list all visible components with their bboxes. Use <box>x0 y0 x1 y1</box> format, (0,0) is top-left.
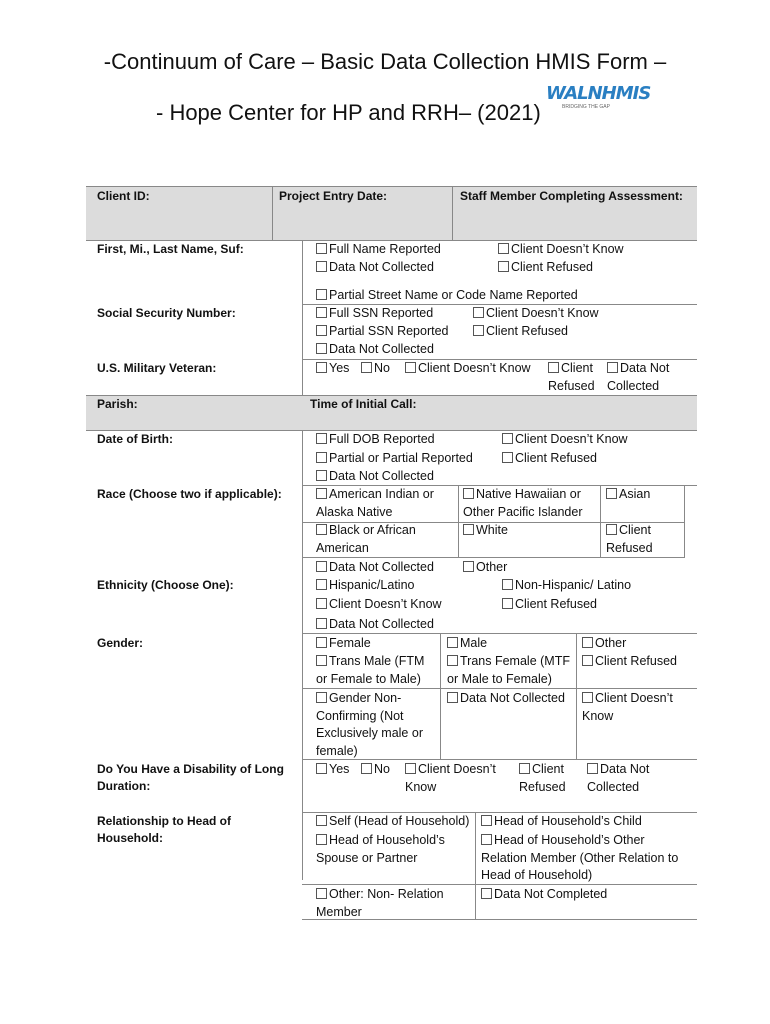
gender-option-refused[interactable]: Client Refused <box>582 653 677 671</box>
ssn-label: Social Security Number: <box>97 306 236 320</box>
veteran-option-refused[interactable]: Client Refused <box>548 361 595 393</box>
form-title: -Continuum of Care – Basic Data Collection HMIS Form – <box>103 49 667 74</box>
gender-option-other[interactable]: Other <box>582 635 626 653</box>
checkbox[interactable] <box>473 307 484 318</box>
checkbox[interactable] <box>316 815 327 826</box>
divider <box>600 485 601 557</box>
checkbox[interactable] <box>316 888 327 899</box>
race-option-asian[interactable]: Asian <box>606 486 650 504</box>
divider <box>302 688 697 689</box>
checkbox[interactable] <box>316 579 327 590</box>
checkbox[interactable] <box>606 524 617 535</box>
name-option-partial[interactable]: Partial Street Name or Code Name Reported <box>316 287 578 305</box>
checkbox[interactable] <box>498 243 509 254</box>
relationship-option-other-relation[interactable]: Head of Household’s Other Relation Member (Other Relation to Head of Household) <box>481 833 679 882</box>
name-option-full[interactable]: Full Name Reported <box>316 241 441 259</box>
dob-option-partial[interactable]: Partial or Partial Reported <box>316 450 473 468</box>
checkbox[interactable] <box>316 561 327 572</box>
disability-option-yes[interactable]: Yes <box>316 761 349 779</box>
checkbox[interactable] <box>316 524 327 535</box>
checkbox[interactable] <box>316 452 327 463</box>
race-option-other[interactable]: Other <box>463 559 507 577</box>
dob-option-refused[interactable]: Client Refused <box>502 450 597 468</box>
divider <box>576 633 577 759</box>
checkbox[interactable] <box>316 261 327 272</box>
checkbox[interactable] <box>316 637 327 648</box>
logo-tagline: BRIDGING THE GAP <box>562 104 610 110</box>
time-initial-call-label: Time of Initial Call: <box>310 397 417 411</box>
ethnicity-option-not-collected[interactable]: Data Not Collected <box>316 616 434 634</box>
checkbox[interactable] <box>316 243 327 254</box>
race-option-refused[interactable]: Client Refused <box>606 523 653 555</box>
parish-label: Parish: <box>97 397 138 411</box>
checkbox[interactable] <box>502 433 513 444</box>
race-option-native-hawaiian[interactable]: Native Hawaiian or Other Pacific Islander <box>463 487 583 519</box>
disability-label: Do You Have a Disability of Long Duration: <box>97 762 284 793</box>
veteran-option-yes[interactable]: Yes <box>316 360 349 378</box>
divider <box>684 485 685 557</box>
checkbox[interactable] <box>316 834 327 845</box>
disability-option-not-collected[interactable]: Data Not Collected <box>587 762 650 794</box>
ethnicity-label: Ethnicity (Choose One): <box>97 578 234 592</box>
staff-member-label: Staff Member Completing Assessment: <box>460 189 683 203</box>
checkbox[interactable] <box>473 325 484 336</box>
logo-wordmark: WALNHMIS <box>546 83 651 104</box>
checkbox[interactable] <box>481 888 492 899</box>
relationship-option-not-completed[interactable]: Data Not Completed <box>481 886 607 904</box>
gender-option-doesnt-know[interactable]: Client Doesn’t Know <box>582 691 673 723</box>
name-label: First, Mi., Last Name, Suf: <box>97 242 244 256</box>
dob-option-doesnt-know[interactable]: Client Doesn’t Know <box>502 431 628 449</box>
race-label: Race (Choose two if applicable): <box>97 487 282 501</box>
checkbox[interactable] <box>316 433 327 444</box>
checkbox[interactable] <box>316 488 327 499</box>
checkbox[interactable] <box>405 362 416 373</box>
divider <box>458 485 459 557</box>
gender-option-not-collected[interactable]: Data Not Collected <box>447 690 565 708</box>
gender-option-male[interactable]: Male <box>447 635 487 653</box>
divider <box>86 186 697 187</box>
divider <box>302 557 685 558</box>
checkbox[interactable] <box>463 488 474 499</box>
gender-option-trans-male[interactable]: Trans Male (FTM or Female to Male) <box>316 654 425 686</box>
checkbox[interactable] <box>607 362 618 373</box>
checkbox[interactable] <box>582 637 593 648</box>
checkbox[interactable] <box>361 763 372 774</box>
race-option-white[interactable]: White <box>463 522 508 540</box>
project-entry-date-label: Project Entry Date: <box>279 189 388 203</box>
checkbox[interactable] <box>316 655 327 666</box>
checkbox[interactable] <box>316 343 327 354</box>
checkbox[interactable] <box>316 618 327 629</box>
checkbox[interactable] <box>447 655 458 666</box>
checkbox[interactable] <box>606 488 617 499</box>
checkbox[interactable] <box>587 763 598 774</box>
checkbox[interactable] <box>502 579 513 590</box>
ethnicity-option-non-hispanic[interactable]: Non-Hispanic/ Latino <box>502 577 631 595</box>
checkbox[interactable] <box>316 598 327 609</box>
checkbox[interactable] <box>316 325 327 336</box>
checkbox[interactable] <box>502 452 513 463</box>
checkbox[interactable] <box>316 470 327 481</box>
checkbox[interactable] <box>463 561 474 572</box>
checkbox[interactable] <box>582 655 593 666</box>
checkbox[interactable] <box>582 692 593 703</box>
name-option-doesnt-know[interactable]: Client Doesn’t Know <box>498 241 624 259</box>
veteran-option-not-collected[interactable]: Data Not Collected <box>607 361 670 393</box>
disability-option-doesnt-know[interactable]: Client Doesn’t Know <box>405 762 496 794</box>
checkbox[interactable] <box>316 763 327 774</box>
veteran-option-no[interactable]: No <box>361 360 390 378</box>
checkbox[interactable] <box>361 362 372 373</box>
ethnicity-option-refused[interactable]: Client Refused <box>502 596 597 614</box>
ethnicity-option-doesnt-know[interactable]: Client Doesn’t Know <box>316 596 442 614</box>
checkbox[interactable] <box>447 692 458 703</box>
checkbox[interactable] <box>405 763 416 774</box>
dob-option-full[interactable]: Full DOB Reported <box>316 431 435 449</box>
veteran-option-doesnt-know[interactable]: Client Doesn’t Know <box>405 360 531 378</box>
divider <box>475 812 476 919</box>
race-option-american-indian[interactable]: American Indian or Alaska Native <box>316 487 434 519</box>
hmis-logo <box>546 83 651 124</box>
ssn-option-refused[interactable]: Client Refused <box>473 323 568 341</box>
name-option-refused[interactable]: Client Refused <box>498 259 593 277</box>
race-option-not-collected[interactable]: Data Not Collected <box>316 559 434 577</box>
checkbox[interactable] <box>463 524 474 535</box>
form-subtitle: - Hope Center for HP and RRH– (2021) <box>156 100 541 125</box>
checkbox[interactable] <box>316 692 327 703</box>
client-id-label: Client ID: <box>97 189 150 203</box>
gender-option-female[interactable]: Female <box>316 635 371 653</box>
ssn-option-full[interactable]: Full SSN Reported <box>316 305 433 323</box>
relationship-option-self[interactable]: Self (Head of Household) <box>316 813 469 831</box>
divider <box>302 633 697 634</box>
relationship-option-child[interactable]: Head of Household’s Child <box>481 813 642 831</box>
veteran-label: U.S. Military Veteran: <box>97 361 217 375</box>
checkbox[interactable] <box>316 307 327 318</box>
checkbox[interactable] <box>481 834 492 845</box>
divider <box>272 186 273 240</box>
ssn-option-partial[interactable]: Partial SSN Reported <box>316 323 449 341</box>
checkbox[interactable] <box>447 637 458 648</box>
relationship-option-non-relation[interactable]: Other: Non- Relation Member <box>316 887 444 919</box>
gender-option-non-conforming[interactable]: Gender Non-Confirming (Not Exclusively male or female) <box>316 691 423 758</box>
checkbox[interactable] <box>498 261 509 272</box>
disability-option-refused[interactable]: Client Refused <box>519 762 566 794</box>
disability-option-no[interactable]: No <box>361 761 390 779</box>
name-option-not-collected[interactable]: Data Not Collected <box>316 259 434 277</box>
gender-option-trans-female[interactable]: Trans Female (MTF or Male to Female) <box>447 654 570 686</box>
dob-option-not-collected[interactable]: Data Not Collected <box>316 468 434 486</box>
race-option-black[interactable]: Black or African American <box>316 523 416 555</box>
dob-label: Date of Birth: <box>97 432 173 446</box>
divider <box>302 240 303 880</box>
checkbox[interactable] <box>548 362 559 373</box>
divider <box>452 186 453 240</box>
ssn-option-doesnt-know[interactable]: Client Doesn’t Know <box>473 305 599 323</box>
relationship-label: Relationship to Head of Household: <box>97 814 232 845</box>
ethnicity-option-hispanic[interactable]: Hispanic/Latino <box>316 577 414 595</box>
checkbox[interactable] <box>316 362 327 373</box>
gender-label: Gender: <box>97 636 144 650</box>
ssn-option-not-collected[interactable]: Data Not Collected <box>316 341 434 359</box>
relationship-option-spouse[interactable]: Head of Household’s Spouse or Partner <box>316 833 445 865</box>
checkbox[interactable] <box>481 815 492 826</box>
checkbox[interactable] <box>519 763 530 774</box>
divider <box>440 633 441 759</box>
checkbox[interactable] <box>316 289 327 300</box>
checkbox[interactable] <box>502 598 513 609</box>
